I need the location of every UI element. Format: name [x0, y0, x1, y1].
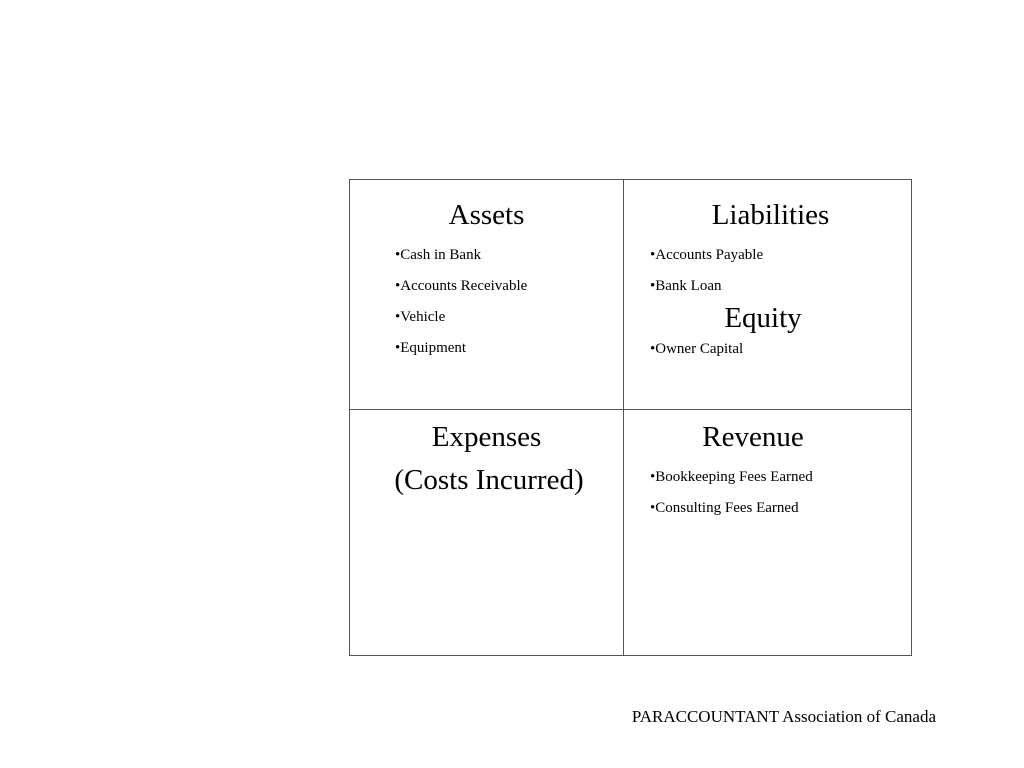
equity-heading: Equity: [724, 302, 802, 334]
assets-item: •Cash in Bank: [395, 247, 482, 263]
accounting-quadrant-grid: [349, 179, 912, 656]
assets-item: •Equipment: [395, 340, 467, 356]
revenue-heading: Revenue: [702, 421, 804, 453]
assets-heading: Assets: [448, 199, 525, 231]
liabilities-item: •Bank Loan: [650, 278, 722, 294]
footer-organization-name: PARACCOUNTANT Association of Canada: [631, 707, 936, 726]
revenue-item: •Consulting Fees Earned: [650, 500, 799, 516]
expenses-heading: Expenses: [431, 421, 542, 453]
revenue-item: •Bookkeeping Fees Earned: [650, 469, 813, 485]
assets-item: •Vehicle: [395, 309, 446, 325]
vertical-divider: [623, 180, 624, 655]
assets-item: •Accounts Receivable: [395, 278, 528, 294]
liabilities-heading: Liabilities: [711, 199, 830, 231]
equity-item: •Owner Capital: [650, 341, 744, 357]
expenses-subheading: (Costs Incurred): [394, 464, 584, 496]
liabilities-item: •Accounts Payable: [650, 247, 764, 263]
horizontal-divider: [350, 409, 911, 410]
